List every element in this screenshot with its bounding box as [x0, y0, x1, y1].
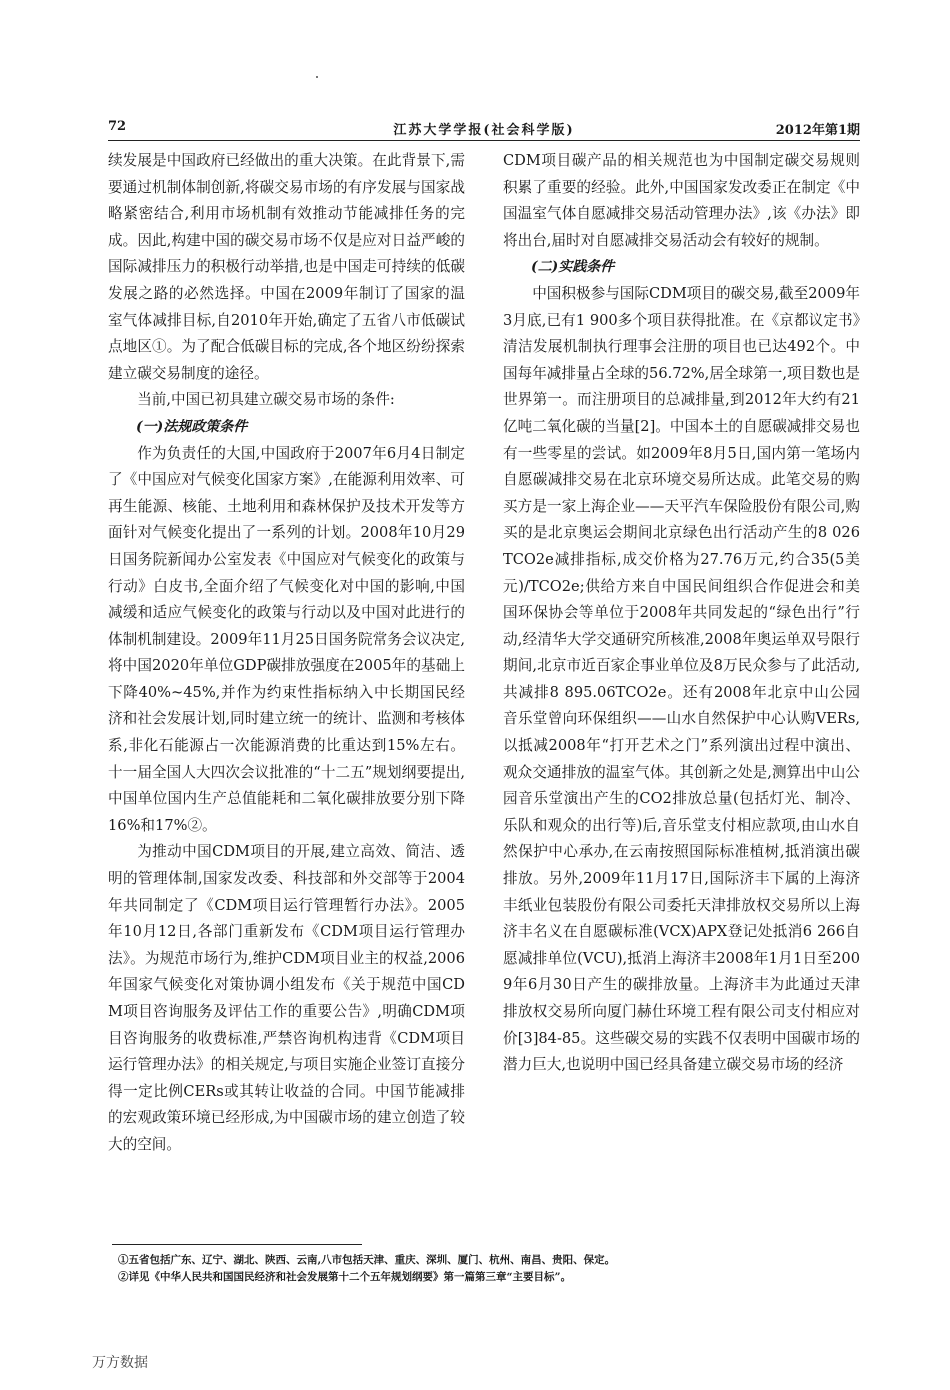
left-heading: (一)法规政策条件 — [136, 418, 248, 435]
journal-title: 江苏大学学报(社会科学版) — [393, 123, 575, 138]
right-heading: (二)实践条件 — [531, 259, 615, 276]
footnote-1: ①五省包括广东、辽宁、湖北、陕西、云南,八市包括天津、重庆、深圳、厦门、杭州、南昌、贵阳、保定。 — [118, 1254, 616, 1266]
header-rule — [108, 140, 860, 141]
right-paragraph: CDM项目碳产品的相关规范也为中国制定碳交易规则积累了重要的经验。此外,中国国家发改委正在制定《中国温室气体自愿减排交易活动管理办法》,该《办法》即将出台,届时对自愿减排交易活动会有较好的规制。 — [503, 152, 860, 249]
left-paragraph: 当前,中国已初具建立碳交易市场的条件: — [137, 391, 395, 409]
running-header — [108, 117, 860, 139]
footnote-rule — [112, 1244, 362, 1245]
footnote-2: ②详见《中华人民共和国国民经济和社会发展第十二个五年规划纲要》第一篇第三章“主要目标”。 — [118, 1271, 572, 1283]
issue-label: 2012年第1期 — [775, 123, 860, 138]
left-column — [108, 148, 465, 1159]
right-column — [503, 148, 860, 1079]
page-number: 72 — [108, 119, 127, 134]
left-paragraph: 续发展是中国政府已经做出的重大决策。在此背景下,需要通过机制体制创新,将碳交易市场的有序发展与国家战略紧密结合,利用市场机制有效推动节能减排任务的完成。因此,构建中国的碳交易市场不仅是应对日益严峻的国际减排压力的积极行动举措,也是中国走可持续的低碳发展之路的必然选择。中国在2009年制订了国家的温室气体减排目标,自2010年开始,确定了五省八市低碳试点地区①。为了配合低碳目标的完成,各个地区纷纷探索建立碳交易制度的途径。 — [108, 152, 465, 382]
left-paragraph: 为推动中国CDM项目的开展,建立高效、简洁、透明的管理体制,国家发改委、科技部和外交部等于2004年共同制定了《CDM项目运行管理暂行办法》。2005年10月12日,各部门重新发布《CDM项目运行管理办法》。为规范市场行为,维护CDM项目业主的权益,2006年国家气候变化对策协调小组发布《关于规范中国CDM项目咨询服务及评估工作的重要公告》,明确CDM项目咨询服务的收费标准,严禁咨询机构违背《CDM项目运行管理办法》的相关规定,与项目实施企业签订直接分得一定比例CERs或其转让收益的合同。中国节能减排的宏观政策环境已经形成,为中国碳市场的建立创造了较大的空间。 — [108, 843, 465, 1153]
left-paragraph: 作为负责任的大国,中国政府于2007年6月4日制定了《中国应对气候变化国家方案》,在能源利用效率、可再生能源、核能、土地利用和森林保护及技术开发等方面针对气候变化提出了一系列的计划。2008年10月29日国务院新闻办公室发表《中国应对气候变化的政策与行动》白皮书,全面介绍了气候变化对中国的影响,中国减缓和适应气候变化的政策与行动以及中国对此进行的体制机制建设。2009年11月25日国务院常务会议决定,将中国2020年单位GDP碳排放强度在2005年的基础上下降40%~45%,并作为约束性指标纳入中长期国民经济和社会发展计划,同时建立统一的统计、监测和考核体系,非化石能源占一次能源消费的比重达到15%左右。十一届全国人大四次会议批准的“十二五”规划纲要提出,中国单位国内生产总值能耗和二氧化碳排放要分别下降16%和17%②。 — [108, 444, 465, 834]
watermark: 万方数据 — [92, 1355, 148, 1371]
footnotes — [118, 1252, 858, 1286]
scan-speck — [316, 76, 318, 78]
right-paragraph: 中国积极参与国际CDM项目的碳交易,截至2009年3月底,已有1 900多个项目获得批准。在《京都议定书》清洁发展机制执行理事会注册的项目也已达492个。中国每年减排量占全球的56.72%,居全球第一,项目数也是世界第一。而注册项目的总减排量,到2012年大约有21亿吨二氧化碳的当量[2]。中国本土的自愿碳减排交易也有一些零星的尝试。如2009年8月5日,国内第一笔场内自愿碳减排交易在北京环境交易所达成。此笔交易的购买方是一家上海企业——天平汽车保险股份有限公司,购买的是北京奥运会期间北京绿色出行活动产生的8 026TCO2e减排指标,成交价格为27.76万元,约合35(5美元)/TCO2e;供给方来自中国民间组织合作促进会和美国环保协会等单位于2008年共同发起的“绿色出行”行动,经清华大学交通研究所核准,2008年奥运单双号限行期间,北京市近百家企事业单位及8万民众参与了此活动,共减排8 895.06TCO2e。还有2008年北京中山公园音乐堂曾向环保组织——山水自然保护中心认购VERs,以抵减2008年“打开艺术之门”系列演出过程中演出、观众交通排放的温室气体。其创新之处是,测算出中山公园音乐堂演出产生的CO2排放总量(包括灯光、制冷、乐队和观众的出行等)后,音乐堂支付相应款项,由山水自然保护中心承办,在云南按照国际标准植树,抵消演出碳排放。另外,2009年11月17日,国际济丰下属的上海济丰纸业包装股份有限公司委托天津排放权交易所以上海济丰名义在自愿碳标准(VCX)APX登记处抵消6 266自愿减排单位(VCU),抵消上海济丰2008年1月1日至2009年6月30日产生的碳排放量。上海济丰为此通过天津排放权交易所向厦门赫仕环境工程有限公司支付相应对价[3]84-85。这些碳交易的实践不仅表明中国碳市场的潜力巨大,也说明中国已经具备建立碳交易市场的经济 — [503, 284, 860, 1074]
